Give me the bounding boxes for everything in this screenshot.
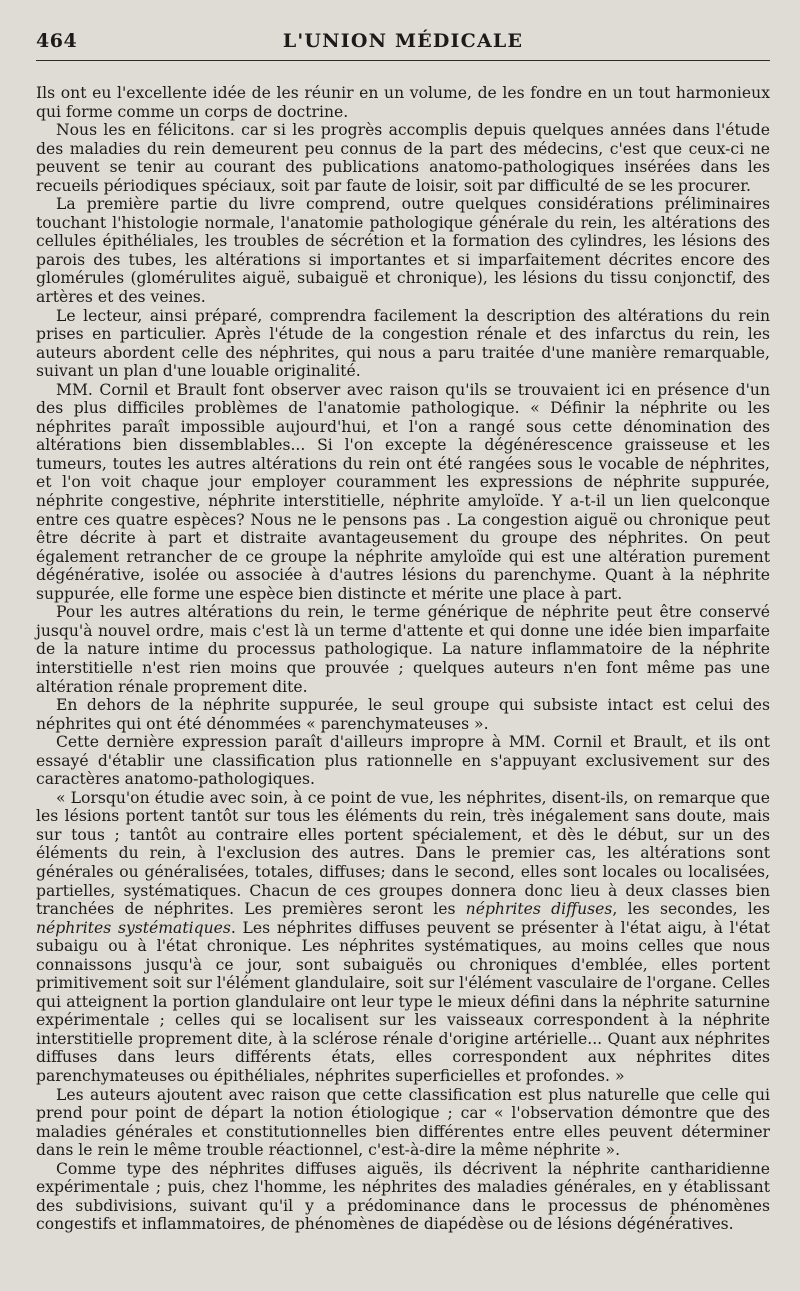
quote-text: , les secondes, les: [612, 900, 770, 919]
paragraph: MM. Cornil et Brault font observer avec raison qu'ils se trouvaient ici en présence d'un des plus difficiles problèmes de l'anatomie pathologique. « Définir la néphrite ou les néphrites paraît impossible aujourd'hui, et l'on a rangé sous cette dénomination des altérations bien dissemblables... Si l'on excepte la dégénérescence graisseuse et les tumeurs, toutes les autres altérations du rein ont été rangées sous le vocable de néphrites, et l'on voit chaque jour employer couramment les expressions de néphrite suppurée, néphrite congestive, néphrite interstitielle, néphrite amyloïde. Y a-t-il un lien quelconque entre ces quatre espèces? Nous ne le pensons pas . La congestion aiguë ou chronique peut être décrite à part et distraite avantageusement du groupe des néphrites. On peut également retrancher de ce groupe la néphrite amyloïde qui est une altération purement dégénérative, isolée ou associée à d'autres lésions du parenchyme. Quant à la néphrite suppurée, elle forme une espèce bien distincte et mérite une place à part.: [36, 380, 770, 603]
italic-term: néphrites diffuses: [465, 900, 613, 919]
paragraph: Pour les autres altérations du rein, le terme générique de néphrite peut être conservé jusqu'à nouvel ordre, mais c'est là un terme d'attente et qui donne une idée bien imparfaite de la nature intime du processus pathologique. La nature inflammatoire de la néphrite interstitielle n'est rien moins que prouvée ; quelques auteurs n'en font même pas une altération rénale proprement dite.: [36, 603, 770, 696]
article-body: [36, 84, 770, 1234]
quote-text: . Les néphrites diffuses peuvent se présenter à l'état aigu, à l'état subaigu ou à l'état chronique. Les néphrites systématiques, au moins celles que nous connaissons jusqu'à ce jour, sont subaiguës ou chroniques d'emblée, elles portent primitivement soit sur l'élément glandulaire, soit sur l'élément vasculaire de l'organe. Celles qui atteignent la portion glandulaire ont leur type le mieux défini dans la néphrite saturnine expérimentale ; celles qui se localisent sur les vaisseaux correspondent à la néphrite interstitielle proprement dite, à la sclérose rénale d'origine artérielle... Quant aux néphrites diffuses dans leurs différents états, elles correspondent aux néphrites dites parenchymateuses ou épithéliales, néphrites superficielles et profondes. »: [36, 918, 770, 1085]
paragraph: En dehors de la néphrite suppurée, le seul groupe qui subsiste intact est celui des néphrites qui ont été dénommées « parenchymateuses ».: [36, 696, 770, 733]
paragraph: Le lecteur, ainsi préparé, comprendra facilement la description des altérations du rein prises en particulier. Après l'étude de la congestion rénale et des infarctus du rein, les auteurs abordent celle des néphrites, qui nous a paru traitée d'une manière remarquable, suivant un plan d'une louable originalité.: [36, 306, 770, 381]
paragraph: Cette dernière expression paraît d'ailleurs impropre à MM. Cornil et Brault, et ils ont essayé d'établir une classification plus rationnelle en s'appuyant exclusivement sur des caractères anatomo-pathologiques.: [36, 733, 770, 789]
italic-term: néphrites systématiques: [36, 918, 231, 937]
quote-text: « Lorsqu'on étudie avec soin, à ce point de vue, les néphrites, disent-ils, on remarque que les lésions portent tantôt sur tous les éléments du rein, très inégalement sans doute, mais sur tous ; tantôt au contraire elles portent spécialement, et dès le début, sur un des éléments du rein, à l'exclusion des autres. Dans le premier cas, les altérations sont générales ou généralisées, totales, diffuses; dans le second, elles sont locales ou localisées, partielles, systématiques. Chacun de ces groupes donnera donc lieu à deux classes bien tranchées de néphrites. Les premières seront les: [36, 788, 770, 919]
running-title: L'UNION MÉDICALE: [282, 30, 524, 52]
page-header: [36, 22, 770, 62]
quote-paragraph: [36, 789, 770, 1086]
page-number: 464: [36, 30, 78, 52]
paragraph: Ils ont eu l'excellente idée de les réunir en un volume, de les fondre en un tout harmonieux qui forme comme un corps de doctrine.: [36, 84, 770, 121]
paragraph: Comme type des néphrites diffuses aiguës, ils décrivent la néphrite cantharidienne expérimentale ; puis, chez l'homme, les néphrites des maladies générales, en y établissant des subdivisions, suivant qu'il y a prédominance dans le processus de phénomènes congestifs et inflammatoires, de phénomènes de diapédèse ou de lésions dégénératives.: [36, 1159, 770, 1234]
paragraph: Les auteurs ajoutent avec raison que cette classification est plus naturelle que celle qui prend pour point de départ la notion étiologique ; car « l'observation démontre que des maladies générales et constitutionnelles bien différentes entre elles peuvent déterminer dans le rein le même trouble réactionnel, c'est-à-dire la même néphrite ».: [36, 1085, 770, 1160]
paragraph: Nous les en félicitons. car si les progrès accomplis depuis quelques années dans l'étude des maladies du rein demeurent peu connus de la part des médecins, c'est que ceux-ci ne peuvent se tenir au courant des publications anatomo-pathologiques insérées dans les recueils périodiques spéciaux, soit par faute de loisir, soit par difficulté de se les procurer.: [36, 121, 770, 195]
header-rule: [36, 60, 770, 61]
paragraph: La première partie du livre comprend, outre quelques considérations préliminaires touchant l'histologie normale, l'anatomie pathologique générale du rein, les altérations des cellules épithéliales, les troubles de sécrétion et la formation des cylindres, les lésions des parois des tubes, les altérations si importantes et si imparfaitement décrites encore des glomérules (glomérulites aiguë, subaiguë et chronique), les lésions du tissu conjonctif, des artères et des veines.: [36, 195, 770, 307]
